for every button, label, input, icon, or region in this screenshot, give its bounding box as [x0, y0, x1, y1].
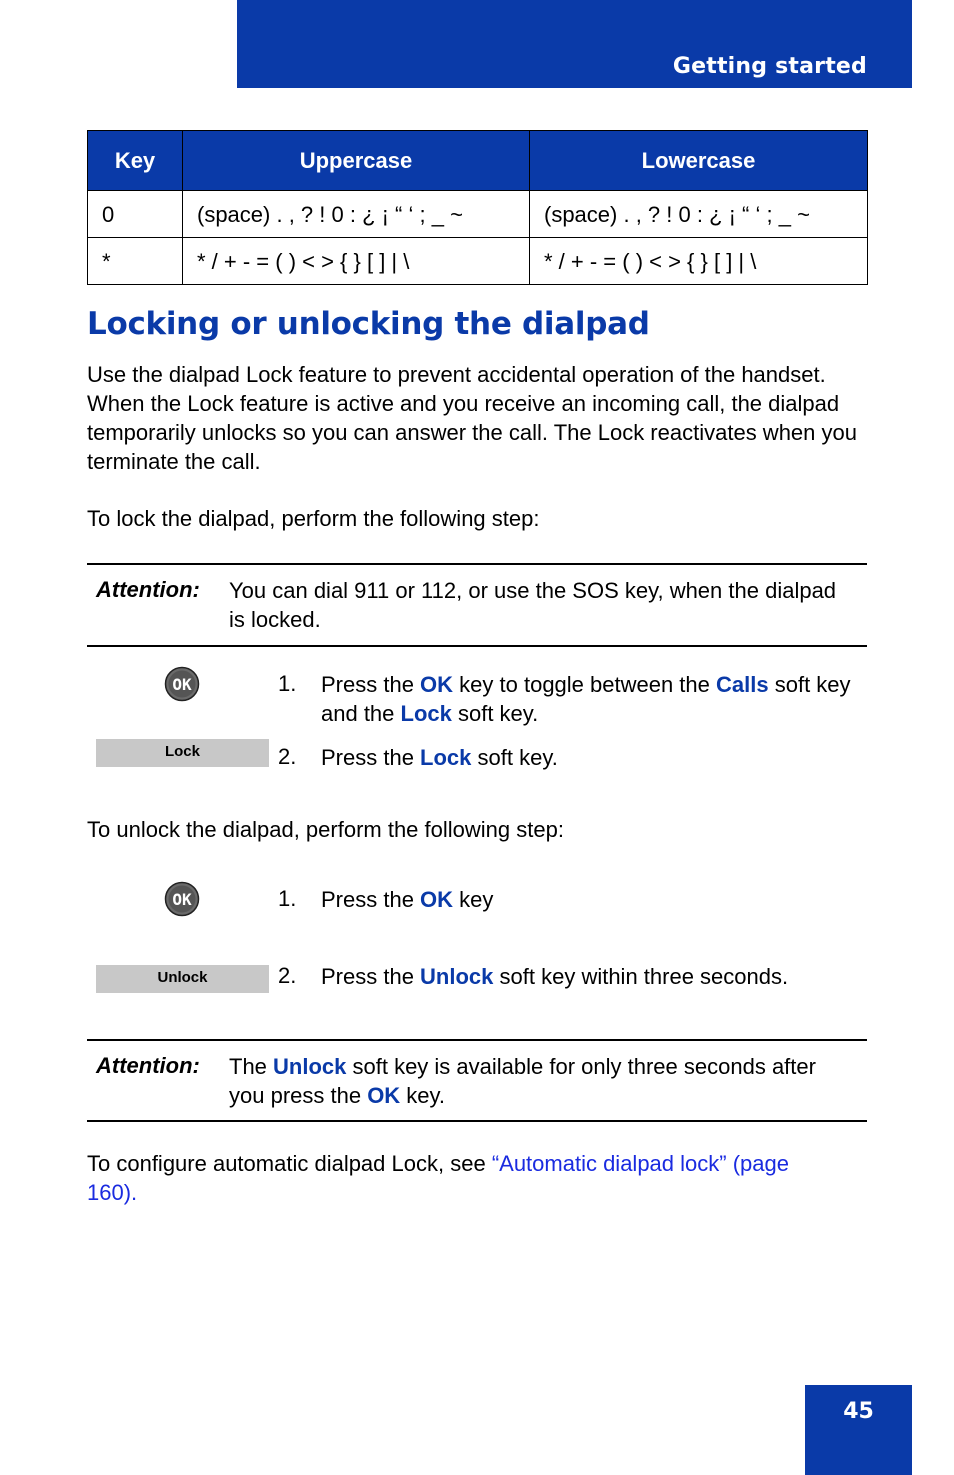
ok-key-icon	[164, 881, 200, 917]
ok-key-label: OK	[172, 890, 192, 909]
attention-label: Attention:	[96, 577, 200, 602]
unlock-step-2: Press the Unlock soft key within three seconds.	[321, 964, 789, 989]
divider	[87, 563, 867, 565]
attention-label: Attention:	[96, 1053, 200, 1078]
divider	[87, 1120, 867, 1122]
automatic-dialpad-lock-link[interactable]: “Automatic dialpad lock” (page 160)	[87, 1151, 789, 1205]
table-row	[88, 191, 868, 238]
attention-text: The Unlock soft key is available for only three seconds after you press the OK key.	[229, 1054, 816, 1108]
lock-intro: To lock the dialpad, perform the following step:	[87, 506, 540, 531]
column-header: Uppercase	[183, 131, 530, 191]
unlock-intro: To unlock the dialpad, perform the following step:	[87, 817, 564, 842]
divider	[87, 645, 867, 647]
page-number: 45	[805, 1385, 912, 1475]
lock-step-1: Press the OK key to toggle between the Calls soft key and the Lock soft key.	[321, 672, 851, 726]
column-header: Lowercase	[530, 131, 868, 191]
lock-step-2: Press the Lock soft key.	[321, 745, 558, 770]
table-cell: *	[88, 238, 183, 285]
character-table	[87, 130, 868, 285]
header-bar	[237, 0, 912, 88]
divider	[87, 1039, 867, 1041]
lock-softkey: Lock	[96, 739, 269, 767]
attention-text: You can dial 911 or 112, or use the SOS key, when the dialpad is locked.	[229, 578, 837, 632]
step-number: 2.	[278, 744, 297, 769]
step-number: 2.	[278, 963, 297, 988]
ok-key-label: OK	[172, 675, 192, 694]
table-cell: (space) . , ? ! 0 : ¿ ¡ “ ‘ ; _ ~	[530, 191, 868, 238]
table-cell: * / + - = ( ) < > { } [ ] | \	[530, 238, 868, 285]
section-title: Getting started	[672, 54, 867, 79]
table-header-row	[88, 131, 868, 191]
intro-paragraph: Use the dialpad Lock feature to prevent accidental operation of the handset. When the Lock feature is active and you receive an incoming call, the dialpad temporarily unlocks so you can answer the call. The Lock reactivates when you terminate the call.	[87, 362, 857, 474]
step-number: 1.	[278, 671, 297, 696]
page-heading: Locking or unlocking the dialpad	[87, 306, 650, 342]
unlock-step-1: Press the OK key	[321, 887, 494, 912]
table-cell: 0	[88, 191, 183, 238]
table-row	[88, 238, 868, 285]
unlock-softkey: Unlock	[96, 965, 269, 993]
column-header: Key	[88, 131, 183, 191]
step-number: 1.	[278, 886, 297, 911]
ok-key-icon	[164, 666, 200, 702]
config-paragraph: To configure automatic dialpad Lock, see “Automatic dialpad lock” (page 160).	[87, 1151, 789, 1205]
table-cell: (space) . , ? ! 0 : ¿ ¡ “ ‘ ; _ ~	[183, 191, 530, 238]
table-cell: * / + - = ( ) < > { } [ ] | \	[183, 238, 530, 285]
